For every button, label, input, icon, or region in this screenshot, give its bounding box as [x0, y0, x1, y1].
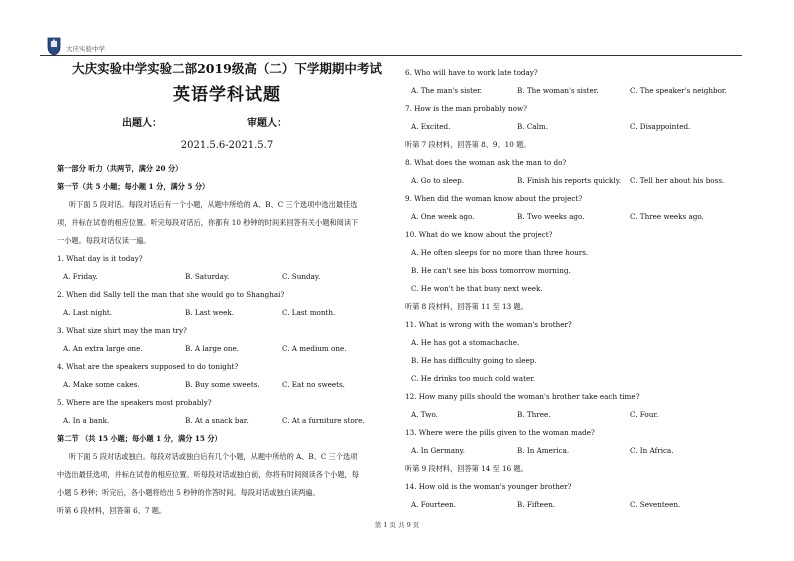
option-c: C. A medium one. [282, 344, 347, 353]
option-b: B. Three. [517, 410, 551, 419]
option-b: B. Fifteen. [517, 500, 556, 509]
option-b: B. In America. [517, 446, 570, 455]
question-text: 4. What are the speakers supposed to do tonight? [57, 362, 239, 371]
option-b: B. The woman's sister. [517, 86, 599, 95]
section2-instructions: 小题 5 秒钟；听完后，各小题将给出 5 秒钟的作答时间。每段对话或独白读两遍。 [57, 488, 320, 497]
setter-label: 出题人： [122, 118, 162, 129]
header-school-name: 大庆实验中学 [66, 45, 105, 53]
option-c: C. In Africa. [630, 446, 674, 455]
school-logo-icon [46, 36, 62, 56]
question-text: 10. What do we know about the project? [405, 230, 553, 239]
question-text: 11. What is wrong with the woman's brother? [405, 320, 572, 329]
option-b: B. Buy some sweets. [185, 380, 260, 389]
exam-title: 大庆实验中学实验二部2019级高（二）下学期期中考试 [72, 61, 382, 76]
section2-instructions: 听下面 5 段对话或独白。每段对话或独白后有几个小题，从题中所给的 A、B、C 三个选项 [69, 452, 358, 461]
question-text: 2. When did Sally tell the man that she would go to Shanghai? [57, 290, 285, 299]
option-a: A. An extra large one. [63, 344, 143, 353]
section1-heading: 第一节（共 5 小题；每小题 1 分，满分 5 分） [57, 182, 210, 191]
option-c: C. He drinks too much cold water. [411, 374, 536, 383]
exam-date: 2021.5.6-2021.5.7 [180, 140, 274, 151]
option-c: C. He won't be that busy next week. [411, 284, 543, 293]
section2-heading: 第二节 （共 15 小题；每小题 1 分，满分 15 分） [57, 434, 222, 443]
option-c: C. Three weeks ago. [630, 212, 704, 221]
section1-instructions: 听下面 5 段对话。每段对话后有一个小题，从题中所给的 A、B、C 三个选项中选出最佳选 [69, 200, 358, 209]
option-b: B. He can't see his boss tomorrow morning. [411, 266, 571, 275]
section2-instructions: 中选出最佳选项，并标在试卷的相应位置。听每段对话或独白前，你将有时间阅读各个小题，每 [57, 470, 359, 479]
material-note: 听第 7 段材料，回答第 8、9、10 题。 [405, 140, 531, 149]
right-column [405, 62, 745, 510]
exam-subject-title: 英语学科试题 [173, 85, 281, 105]
left-column [57, 61, 397, 515]
question-text: 9. When did the woman know about the project? [405, 194, 583, 203]
option-c: C. Disappointed. [630, 122, 691, 131]
question-text: 3. What size shirt may the man try? [57, 326, 187, 335]
section1-instructions: 一小题。每段对话仅读一遍。 [57, 236, 151, 245]
reviewer-label: 审题人： [247, 118, 287, 129]
option-a: A. Friday. [63, 272, 98, 281]
option-c: C. The speaker's neighbor. [630, 86, 727, 95]
option-b: B. At a snack bar. [185, 416, 249, 425]
option-a: A. The man's sister. [411, 86, 483, 95]
option-b: B. A large one. [185, 344, 239, 353]
question-text: 5. Where are the speakers most probably? [57, 398, 212, 407]
material-note: 听第 6 段材料，回答第 6、7 题。 [57, 506, 167, 515]
option-b: B. Saturday. [185, 272, 230, 281]
option-a: A. He has got a stomachache. [411, 338, 520, 347]
option-b: B. Two weeks ago. [517, 212, 585, 221]
option-b: B. Last week. [185, 308, 235, 317]
option-b: B. Calm. [517, 122, 549, 131]
option-b: B. Finish his reports quickly. [517, 176, 622, 185]
option-c: C. Tell her about his boss. [630, 176, 725, 185]
part1-heading: 第一部分 听力（共两节，满分 20 分） [57, 164, 183, 173]
option-a: A. Make some cakes. [63, 380, 140, 389]
question-text: 14. How old is the woman's younger brother? [405, 482, 572, 491]
option-a: A. Fourteen. [411, 500, 457, 509]
option-a: A. Two. [411, 410, 438, 419]
material-note: 听第 9 段材料，回答第 14 至 16 题。 [405, 464, 528, 473]
option-a: A. Excited. [411, 122, 451, 131]
header-divider [40, 55, 742, 56]
option-a: A. Last night. [63, 308, 113, 317]
question-text: 7. How is the man probably now? [405, 104, 527, 113]
question-text: 1. What day is it today? [57, 254, 143, 263]
option-a: A. Go to sleep. [411, 176, 464, 185]
question-text: 8. What does the woman ask the man to do? [405, 158, 567, 167]
section1-instructions: 项，并标在试卷的相应位置。听完每段对话后，你都有 10 秒钟的时间来回答有关小题和阅读下 [57, 218, 359, 227]
question-text: 13. Where were the pills given to the woman made? [405, 428, 595, 437]
option-c: C. At a furniture store. [282, 416, 365, 425]
option-a: A. One week ago. [411, 212, 475, 221]
option-b: B. He has difficulty going to sleep. [411, 356, 537, 365]
option-c: C. Sunday. [282, 272, 321, 281]
option-a: A. In Germany. [411, 446, 466, 455]
option-c: C. Last month. [282, 308, 336, 317]
option-c: C. Eat no sweets. [282, 380, 345, 389]
option-c: C. Four. [630, 410, 659, 419]
page-number: 第 1 页 共 9 页 [374, 521, 420, 529]
option-a: A. In a bank. [63, 416, 110, 425]
material-note: 听第 8 段材料，回答第 11 至 13 题。 [405, 302, 528, 311]
question-text: 12. How many pills should the woman's brother take each time? [405, 392, 640, 401]
option-c: C. Seventeen. [630, 500, 681, 509]
question-text: 6. Who will have to work late today? [405, 68, 538, 77]
option-a: A. He often sleeps for no more than three hours. [411, 248, 589, 257]
page-header [40, 32, 742, 56]
